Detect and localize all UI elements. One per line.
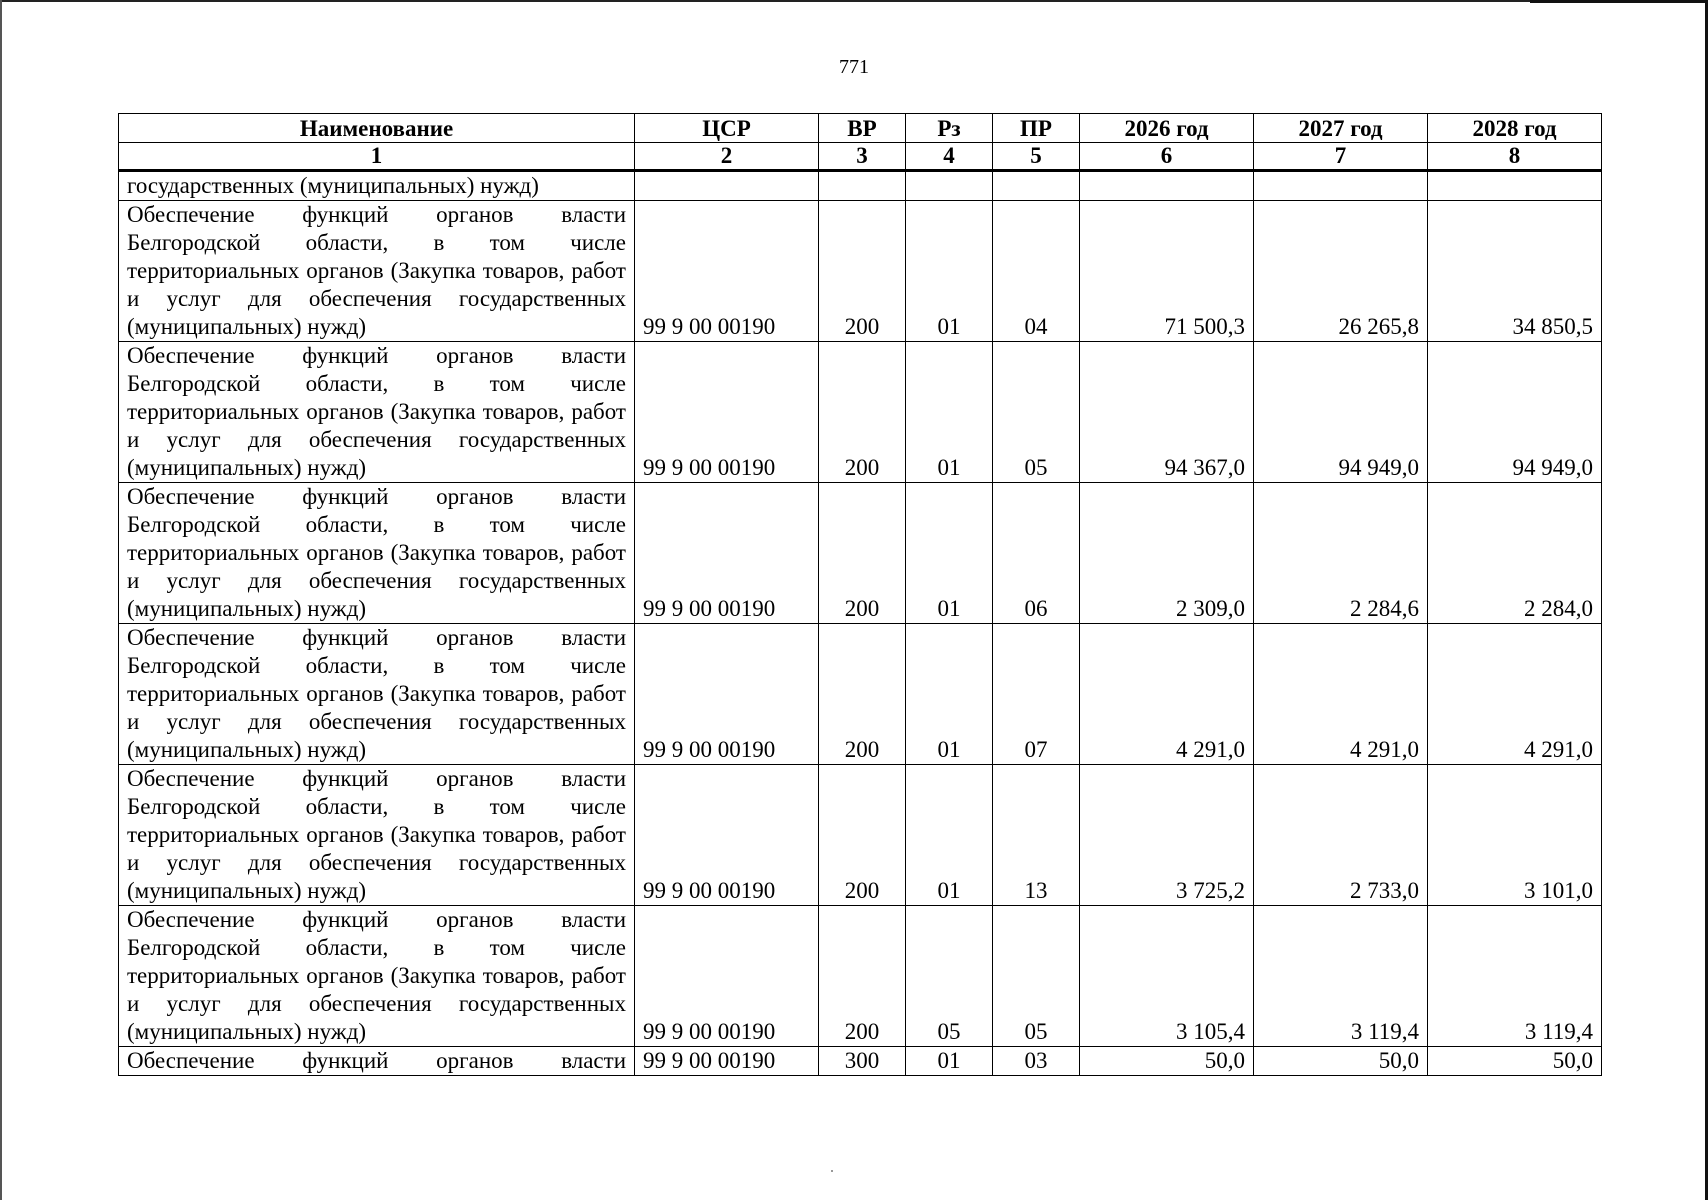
- row-2028: 4 291,0: [1428, 624, 1602, 765]
- row-name: Обеспечение функций органов власти Белгородской области, в том числе территориальных органов (Закупка товаров, работ и услуг для обеспечения государственных (муниципальных) нужд): [119, 765, 635, 906]
- row-name: государственных (муниципальных) нужд): [119, 171, 635, 201]
- table-row: [119, 906, 1602, 1047]
- row-2027: 3 119,4: [1254, 906, 1428, 1047]
- row-pr: 07: [993, 624, 1080, 765]
- header-rz: Рз: [906, 114, 993, 143]
- row-vr: 200: [819, 624, 906, 765]
- row-name: Обеспечение функций органов власти Белгородской области, в том числе территориальных органов (Закупка товаров, работ и услуг для обеспечения государственных (муниципальных) нужд): [119, 906, 635, 1047]
- header-2028: 2028 год: [1428, 114, 1602, 143]
- row-2028: 94 949,0: [1428, 342, 1602, 483]
- row-vr: 200: [819, 906, 906, 1047]
- header-vr: ВР: [819, 114, 906, 143]
- row-vr: 200: [819, 765, 906, 906]
- row-name: Обеспечение функций органов власти Белгородской области, в том числе территориальных органов (Закупка товаров, работ и услуг для обеспечения государственных (муниципальных) нужд): [119, 201, 635, 342]
- row-csr: 99 9 00 00190: [635, 1047, 819, 1076]
- column-number-row: [119, 143, 1602, 171]
- scan-speck: [831, 1170, 833, 1172]
- empty-cell: [819, 171, 906, 201]
- row-rz: 01: [906, 624, 993, 765]
- row-rz: 01: [906, 342, 993, 483]
- row-rz: 05: [906, 906, 993, 1047]
- row-2027: 2 733,0: [1254, 765, 1428, 906]
- header-csr: ЦСР: [635, 114, 819, 143]
- table-row: [119, 624, 1602, 765]
- column-number: 4: [906, 143, 993, 171]
- row-2028: 2 284,0: [1428, 483, 1602, 624]
- table-row: [119, 1047, 1602, 1076]
- empty-cell: [1080, 171, 1254, 201]
- row-name: Обеспечение функций органов власти Белгородской области, в том числе территориальных органов (Закупка товаров, работ и услуг для обеспечения государственных (муниципальных) нужд): [119, 483, 635, 624]
- row-pr: 05: [993, 906, 1080, 1047]
- row-vr: 200: [819, 342, 906, 483]
- row-csr: 99 9 00 00190: [635, 342, 819, 483]
- empty-cell: [1254, 171, 1428, 201]
- row-2028: 50,0: [1428, 1047, 1602, 1076]
- row-pr: 13: [993, 765, 1080, 906]
- row-csr: 99 9 00 00190: [635, 483, 819, 624]
- table-row: [119, 342, 1602, 483]
- row-2026: 50,0: [1080, 1047, 1254, 1076]
- row-vr: 200: [819, 483, 906, 624]
- column-number: 1: [119, 143, 635, 171]
- row-2026: 94 367,0: [1080, 342, 1254, 483]
- column-number: 5: [993, 143, 1080, 171]
- budget-table: [118, 113, 1602, 1076]
- header-pr: ПР: [993, 114, 1080, 143]
- column-number: 3: [819, 143, 906, 171]
- page-number: 771: [839, 56, 869, 78]
- empty-cell: [906, 171, 993, 201]
- row-rz: 01: [906, 201, 993, 342]
- row-2026: 3 725,2: [1080, 765, 1254, 906]
- table-row: [119, 765, 1602, 906]
- column-number: 6: [1080, 143, 1254, 171]
- row-pr: 05: [993, 342, 1080, 483]
- row-pr: 04: [993, 201, 1080, 342]
- row-name: Обеспечение функций органов власти Белгородской области, в том числе территориальных органов (Закупка товаров, работ и услуг для обеспечения государственных (муниципальных) нужд): [119, 342, 635, 483]
- row-2028: 3 101,0: [1428, 765, 1602, 906]
- row-2028: 34 850,5: [1428, 201, 1602, 342]
- row-csr: 99 9 00 00190: [635, 765, 819, 906]
- row-pr: 06: [993, 483, 1080, 624]
- empty-cell: [993, 171, 1080, 201]
- column-number: 2: [635, 143, 819, 171]
- row-name: Обеспечение функций органов власти Белгородской области, в том числе территориальных органов (Закупка товаров, работ и услуг для обеспечения государственных (муниципальных) нужд): [119, 624, 635, 765]
- row-vr: 300: [819, 1047, 906, 1076]
- table-row: [119, 201, 1602, 342]
- empty-cell: [1428, 171, 1602, 201]
- row-2026: 4 291,0: [1080, 624, 1254, 765]
- row-pr: 03: [993, 1047, 1080, 1076]
- row-2027: 26 265,8: [1254, 201, 1428, 342]
- row-rz: 01: [906, 765, 993, 906]
- row-2027: 2 284,6: [1254, 483, 1428, 624]
- row-rz: 01: [906, 1047, 993, 1076]
- row-2027: 4 291,0: [1254, 624, 1428, 765]
- page-top-border: [0, 0, 1708, 2]
- row-name: Обеспечение функций органов власти: [119, 1047, 635, 1076]
- empty-cell: [635, 171, 819, 201]
- table-row-continuation: [119, 171, 1602, 201]
- row-csr: 99 9 00 00190: [635, 201, 819, 342]
- row-2028: 3 119,4: [1428, 906, 1602, 1047]
- row-2026: 71 500,3: [1080, 201, 1254, 342]
- header-2027: 2027 год: [1254, 114, 1428, 143]
- header-row: [119, 114, 1602, 143]
- header-name: Наименование: [119, 114, 635, 143]
- column-number: 7: [1254, 143, 1428, 171]
- row-csr: 99 9 00 00190: [635, 624, 819, 765]
- row-vr: 200: [819, 201, 906, 342]
- column-number: 8: [1428, 143, 1602, 171]
- row-2026: 3 105,4: [1080, 906, 1254, 1047]
- header-2026: 2026 год: [1080, 114, 1254, 143]
- page-top-border-right: [1530, 0, 1708, 3]
- row-2026: 2 309,0: [1080, 483, 1254, 624]
- row-csr: 99 9 00 00190: [635, 906, 819, 1047]
- row-rz: 01: [906, 483, 993, 624]
- table-row: [119, 483, 1602, 624]
- row-2027: 50,0: [1254, 1047, 1428, 1076]
- row-2027: 94 949,0: [1254, 342, 1428, 483]
- page-left-border: [0, 0, 2, 1200]
